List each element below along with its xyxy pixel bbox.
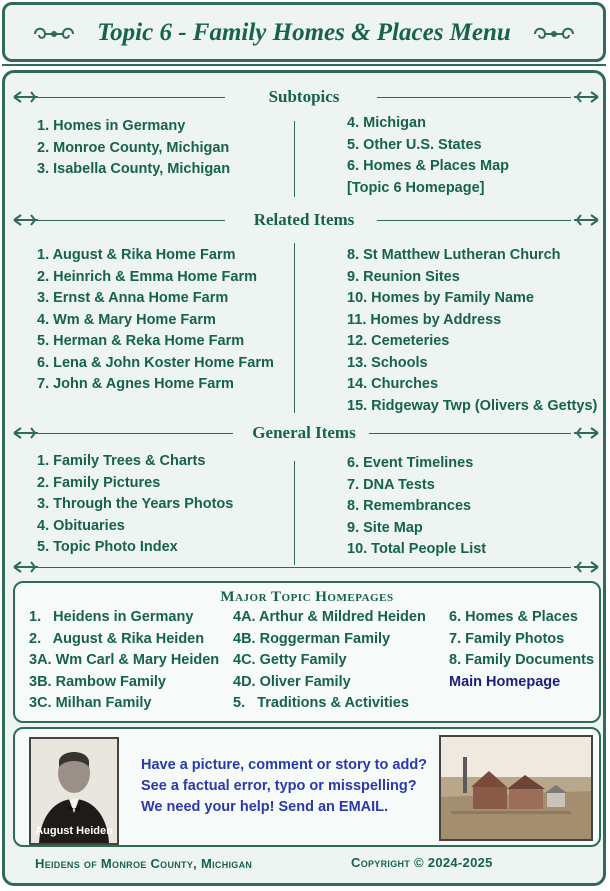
help-line-1: Have a picture, comment or story to add? <box>141 757 428 773</box>
link-lena-john-koster-farm[interactable]: 6. Lena & John Koster Home Farm <box>37 354 274 371</box>
general-right-list <box>347 453 486 561</box>
link-john-agnes-farm[interactable]: 7. John & Agnes Home Farm <box>37 376 234 392</box>
arrow-ornament-icon <box>573 560 599 574</box>
link-heidens-germany[interactable]: 1. Heidens in Germany <box>29 609 194 625</box>
link-obituaries[interactable]: 4. Obituaries <box>37 517 125 534</box>
column-divider <box>294 243 295 413</box>
farm-image <box>441 737 591 839</box>
link-ernst-anna-farm[interactable]: 3. Ernst & Anna Home Farm <box>37 290 229 306</box>
link-event-timelines[interactable]: 6. Event Timelines <box>347 455 474 471</box>
link-schools[interactable]: 13. Schools <box>347 354 428 371</box>
help-message <box>141 755 427 818</box>
link-michigan[interactable]: 4. Michigan <box>347 115 426 131</box>
column-divider <box>294 121 295 197</box>
divider <box>2 64 606 66</box>
link-churches[interactable]: 14. Churches <box>347 376 439 392</box>
arrow-ornament-icon <box>573 426 599 440</box>
link-homes-germany[interactable]: 1. Homes in Germany <box>37 118 186 134</box>
link-monroe-county[interactable]: 2. Monroe County, Michigan <box>37 139 230 156</box>
link-topic-photo-index[interactable]: 5. Topic Photo Index <box>37 539 178 555</box>
link-getty-family[interactable]: 4C. Getty Family <box>233 652 347 668</box>
link-remembrances[interactable]: 8. Remembrances <box>347 498 472 514</box>
link-august-rika-farm[interactable]: 1. August & Rika Home Farm <box>37 247 236 263</box>
link-homes-by-address[interactable]: 11. Homes by Address <box>347 311 502 328</box>
divider <box>37 567 571 568</box>
related-left-list <box>37 245 274 396</box>
help-box <box>13 727 601 847</box>
link-traditions-activities[interactable]: 5. Traditions & Activities <box>233 695 409 711</box>
related-right-list <box>347 245 597 417</box>
major-topic-homepages-box <box>13 581 601 723</box>
link-isabella-county[interactable]: 3. Isabella County, Michigan <box>37 161 231 177</box>
link-reunion-sites[interactable]: 9. Reunion Sites <box>347 268 460 285</box>
link-rambow-family[interactable]: 3B. Rambow Family <box>29 673 166 690</box>
section-title-general: General Items <box>252 423 356 442</box>
section-title-subtopics: Subtopics <box>268 87 340 106</box>
divider <box>377 220 571 221</box>
menu-panel <box>2 70 606 886</box>
link-herman-reka-farm[interactable]: 5. Herman & Reka Home Farm <box>37 333 245 349</box>
help-line-2: See a factual error, typo or misspelling? <box>141 778 417 794</box>
link-other-states[interactable]: 5. Other U.S. States <box>347 136 482 153</box>
subtopics-right-list <box>347 113 509 199</box>
link-family-trees[interactable]: 1. Family Trees & Charts <box>37 453 206 469</box>
link-through-years-photos[interactable]: 3. Through the Years Photos <box>37 496 234 512</box>
page-title: Topic 6 - Family Homes & Places Menu <box>97 19 511 46</box>
help-line-3-email-link[interactable]: We need your help! Send an EMAIL. <box>141 799 389 815</box>
major-col-1 <box>29 607 219 715</box>
link-st-matthew-church[interactable]: 8. St Matthew Lutheran Church <box>347 247 561 263</box>
general-left-list <box>37 451 233 559</box>
arrow-ornament-icon <box>13 560 39 574</box>
link-ridgeway-twp[interactable]: 15. Ridgeway Twp (Olivers & Gettys) <box>347 397 598 414</box>
link-heinrich-emma-farm[interactable]: 2. Heinrich & Emma Home Farm <box>37 268 257 285</box>
major-col-2 <box>233 607 426 715</box>
link-wm-mary-farm[interactable]: 4. Wm & Mary Home Farm <box>37 311 216 328</box>
link-site-map[interactable]: 9. Site Map <box>347 519 423 536</box>
link-arthur-mildred-heiden[interactable]: 4A. Arthur & Mildred Heiden <box>233 609 426 625</box>
photo-caption: August Heiden <box>35 825 113 837</box>
portrait-photo[interactable] <box>29 737 119 845</box>
link-family-photos[interactable]: 7. Family Photos <box>449 630 565 647</box>
divider <box>377 97 571 98</box>
major-topics-title: Major Topic Homepages <box>220 589 394 605</box>
link-family-documents[interactable]: 8. Family Documents <box>449 652 595 668</box>
major-col-3 <box>449 607 594 693</box>
link-family-pictures[interactable]: 2. Family Pictures <box>37 474 161 491</box>
site-name-footer: Heidens of Monroe County, Michigan <box>35 856 253 871</box>
link-milhan-family[interactable]: 3C. Milhan Family <box>29 695 152 711</box>
link-main-homepage[interactable]: Main Homepage <box>449 673 561 690</box>
link-homes-places-map[interactable]: 6. Homes & Places Map <box>347 158 509 174</box>
link-topic6-homepage[interactable]: [Topic 6 Homepage] <box>347 179 485 196</box>
link-august-rika-heiden[interactable]: 2. August & Rika Heiden <box>29 630 205 647</box>
arrow-ornament-icon <box>573 90 599 104</box>
farm-photo[interactable] <box>439 735 593 841</box>
link-dna-tests[interactable]: 7. DNA Tests <box>347 476 435 493</box>
link-roggerman-family[interactable]: 4B. Roggerman Family <box>233 630 391 647</box>
link-homes-places[interactable]: 6. Homes & Places <box>449 609 578 625</box>
column-divider <box>294 461 295 565</box>
link-oliver-family[interactable]: 4D. Oliver Family <box>233 673 351 690</box>
link-homes-by-family[interactable]: 10. Homes by Family Name <box>347 290 534 306</box>
page-header <box>2 2 606 62</box>
section-title-related: Related Items <box>253 210 355 229</box>
divider <box>369 433 571 434</box>
subtopics-left-list <box>37 116 230 181</box>
link-cemeteries[interactable]: 12. Cemeteries <box>347 333 450 349</box>
link-wm-carl-mary-heiden[interactable]: 3A. Wm Carl & Mary Heiden <box>29 652 220 668</box>
link-total-people-list[interactable]: 10. Total People List <box>347 541 487 557</box>
arrow-ornament-icon <box>573 213 599 227</box>
copyright-footer: Copyright © 2024-2025 <box>351 855 493 870</box>
swirl-ornament-icon <box>531 23 577 45</box>
